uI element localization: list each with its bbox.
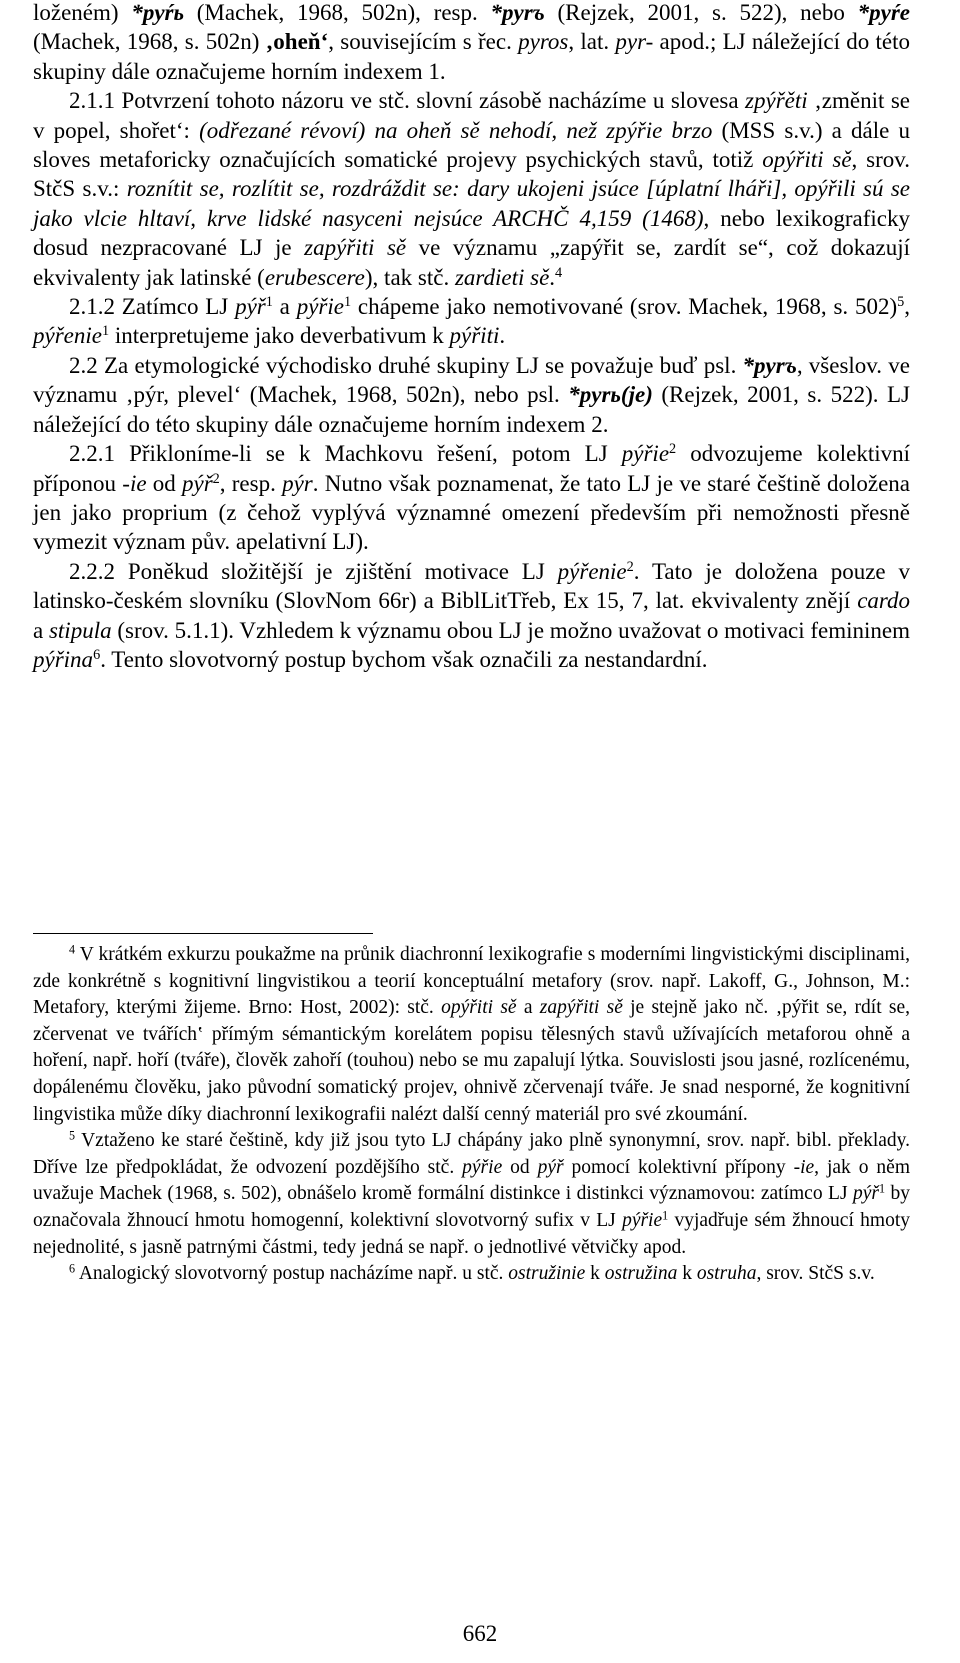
text-run: pýřenie: [557, 558, 627, 584]
text-run: a: [272, 294, 297, 320]
note-reference: 4: [555, 264, 563, 281]
text-run: ostružinie: [508, 1263, 586, 1285]
text-run: roznítit se, rozlítit se, rozdráždit se: dary ukojeni jsúce [úplatní lháři], opýřili sú se jako vlcie hltaví, krve lidské nasyceni nejsúce ARCHČ 4,159 (1468): [33, 176, 910, 231]
text-run: *pyrъ: [742, 352, 797, 378]
paragraph-2-2-1: [33, 439, 910, 557]
text-run: chápeme jako nemotivované (srov. Machek, 1968, s. 502): [351, 294, 898, 320]
text-run: -ie: [793, 1156, 815, 1178]
text-run: . Nutno však poznamenat, že tato LJ je ve staré češtině doložena jen jako proprium (z čehož vyplývá významné omezení především při nemožnosti přesně vymezit význam pův. apelativní LJ).: [33, 470, 910, 555]
text-run: *pyrь(je): [568, 382, 653, 408]
note-reference: 6: [69, 1261, 76, 1276]
text-run: je stejně jako nč. ‚pýřit se, rdít se, zčervenat ve tvářích‛ přímým sémantickým korelátem popisu tělesných stavů užívajících metaforou ohně a hoření, např. hoří (tváře), člověk zahoří (touhou) nebo se mu zapalují lýtka. Souvislosti jsou jasné, rozlícenému, dopálenému člověku, jako původní somatický projev, ohnivě zčervenají tváře. Je snad nesporné, že kognitivní lingvistika může díky diachronní lexikografii nalézt další cenný materiál pro své zkoumání.: [33, 997, 910, 1125]
footnote-separator: [33, 933, 373, 934]
text-run: 2.2 Za etymologické východisko druhé skupiny LJ se považuje buď psl.: [69, 352, 743, 378]
text-run: , resp.: [219, 470, 283, 496]
text-run: ve významu „zapýřit se, zardít se“, což dokazují ekvivalenty jak latinské (: [33, 235, 910, 290]
text-run: (MSS s.v.) a dále u sloves metaforicky označujících somatické projevy psychických stavů, totiž: [33, 117, 911, 173]
text-run: zapýřiti sě: [304, 235, 407, 261]
text-run: ‚změnit se v popel, shořet‘:: [33, 88, 911, 143]
text-run: *pyŕь: [131, 0, 184, 25]
text-run: pýr: [282, 470, 313, 496]
text-run: , souvisejícím s řec.: [328, 29, 519, 55]
text-run: ostružina: [604, 1263, 678, 1285]
text-run: (Machek, 1968, 502n), resp.: [184, 0, 491, 25]
text-run: pýřie: [621, 441, 670, 467]
note-reference: 1: [101, 323, 110, 340]
text-run: pýřina: [33, 646, 94, 672]
note-reference: 2: [626, 558, 634, 575]
note-reference: 2: [212, 470, 220, 487]
text-run: (odřezané révoví) na oheň sě nehodí, než zpýřie brzo: [199, 117, 713, 143]
text-run: ), tak stč.: [364, 264, 455, 290]
note-reference: 1: [879, 1181, 886, 1196]
note-reference: 1: [662, 1208, 669, 1223]
text-run: pýřiti: [449, 323, 500, 349]
note-reference: 5: [897, 294, 905, 311]
text-run: -ie: [122, 470, 147, 496]
text-run: (Rejzek, 2001, s. 522), nebo: [544, 0, 858, 25]
text-run: a: [516, 997, 540, 1019]
text-run: od: [502, 1156, 538, 1178]
text-run: zpýřěti: [745, 88, 808, 114]
text-run: loženém): [33, 0, 132, 25]
text-run: odvozujeme kolektivní příponou: [33, 441, 910, 496]
note-reference: 6: [93, 647, 101, 664]
text-run: k: [677, 1263, 697, 1285]
page-number: 662: [462, 1621, 498, 1646]
text-run: , jak o něm uvažuje Machek (1968, s. 502), obnášelo kromě formální distinkce i distinkci významovou: zatímco LJ: [33, 1156, 910, 1205]
note-reference: 4: [69, 942, 76, 957]
text-run: 2.1.2 Zatímco LJ: [69, 294, 236, 320]
footnotes: [33, 942, 910, 1288]
text-run: *pyrъ: [490, 0, 545, 25]
text-run: opýřiti sě: [441, 997, 517, 1019]
paragraph-2-1-1: [33, 86, 910, 292]
note-reference: 5: [69, 1128, 76, 1143]
text-run: .: [499, 323, 506, 349]
text-run: pýř: [235, 294, 266, 320]
paragraph-2-2: [33, 351, 910, 439]
text-run: by označovala žhnoucí hmotu homogenní, kolektivní slovotvorný sufix v LJ: [33, 1183, 911, 1231]
text-run: od: [146, 470, 182, 496]
note-reference: 2: [669, 441, 677, 458]
text-run: pýřenie: [33, 323, 102, 349]
text-run: pýřie: [296, 294, 344, 320]
text-run: 2.2.1 Přikloníme-li se k Machkovu řešení, potom LJ: [69, 441, 622, 467]
text-run: . Tento slovotvorný postup bychom však označili za nestandardní.: [100, 646, 708, 672]
text-run: interpretujeme jako deverbativum k: [109, 323, 450, 349]
main-text: [33, 0, 910, 674]
text-run: a: [33, 617, 49, 643]
text-run: V krátkém exkurzu poukažme na průnik diachronní lexikografie s moderními lingvistickými disciplinami, zde konkrétně s kognitivní lingvistikou a teorií konceptuální metafory (srov. např. Lakoff, G., Johnson, M.: Metafory, kterými žijeme. Brno: Host, 2002): stč.: [33, 944, 910, 1019]
text-run: Vztaženo ke staré češtině, kdy již jsou tyto LJ chápány jako plně synonymní, srov. např. bibl. překlady. Dříve lze předpokládat, že odvození pozdějšího stč.: [33, 1130, 910, 1178]
note-reference: 1: [343, 294, 352, 311]
text-run: opýřiti sě: [762, 147, 852, 173]
text-run: pýř: [853, 1183, 879, 1205]
text-run: pýř: [537, 1156, 564, 1178]
text-run: ‚oheň‘: [265, 29, 329, 55]
text-run: , srov. StčS s.v.:: [33, 147, 910, 202]
note-reference: 1: [265, 294, 273, 311]
footnote-6: [33, 1261, 910, 1288]
text-run: pomocí kolektivní přípony: [563, 1156, 794, 1178]
text-run: pyr-: [615, 29, 654, 55]
text-run: . Tato je doložena pouze v latinsko-českém slovníku (SlovNom 66r) a BiblLitTřeb, Ex 15, 7, lat. ekvivalenty znějí: [33, 558, 910, 614]
text-run: erubescere: [264, 264, 365, 290]
text-run: , všeslov. ve významu ‚pýr, plevel‘ (Machek, 1968, 502n), nebo psl.: [33, 352, 910, 408]
text-run: apod.; LJ náležející do této skupiny dále označujeme horním indexem 1.: [33, 29, 910, 84]
text-run: Analogický slovotvorný postup nacházíme např. u stč.: [75, 1263, 509, 1285]
text-run: .: [549, 264, 556, 290]
paragraph: [33, 0, 910, 86]
text-run: , lat.: [568, 29, 616, 55]
text-run: zardieti sě: [454, 264, 550, 290]
text-run: (Rejzek, 2001, s. 522). LJ náležející do této skupiny dále označujeme horním indexem 2.: [33, 382, 910, 437]
text-run: *pyŕe: [857, 0, 910, 25]
text-run: 2.1.1 Potvrzení tohoto názoru ve stč. slovní zásobě nacházíme u slovesa: [69, 88, 746, 114]
text-run: pyros: [518, 29, 569, 55]
text-run: , srov. StčS s.v.: [756, 1263, 875, 1285]
paragraph-2-1-2: [33, 292, 910, 351]
text-run: k: [585, 1263, 605, 1285]
text-run: pýřie: [462, 1156, 503, 1178]
text-run: stipula: [48, 617, 112, 643]
text-run: ,: [904, 294, 910, 320]
text-run: , nebo lexikograficky dosud nezpracované LJ je: [33, 205, 910, 261]
text-run: 2.2.2 Poněkud složitější je zjištění motivace LJ: [69, 558, 558, 584]
text-run: pýř: [182, 470, 213, 496]
paragraph-2-2-2: [33, 557, 910, 675]
footnote-5: [33, 1128, 910, 1261]
text-run: pýřie: [622, 1209, 663, 1231]
text-run: ostruha: [696, 1263, 757, 1285]
text-run: cardo: [857, 588, 910, 614]
text-run: (Machek, 1968, s. 502n): [33, 29, 266, 55]
text-run: (srov. 5.1.1). Vzhledem k významu obou LJ je možno uvažovat o motivaci femininem: [111, 617, 911, 643]
footnote-4: [33, 942, 910, 1128]
text-run: vyjadřuje sém žhnoucí hmoty nejednolité, s jasně patrnými částmi, tedy jedná se např. o jednotlivé větvičky apod.: [33, 1209, 910, 1258]
text-run: zapýřiti sě: [539, 997, 623, 1019]
